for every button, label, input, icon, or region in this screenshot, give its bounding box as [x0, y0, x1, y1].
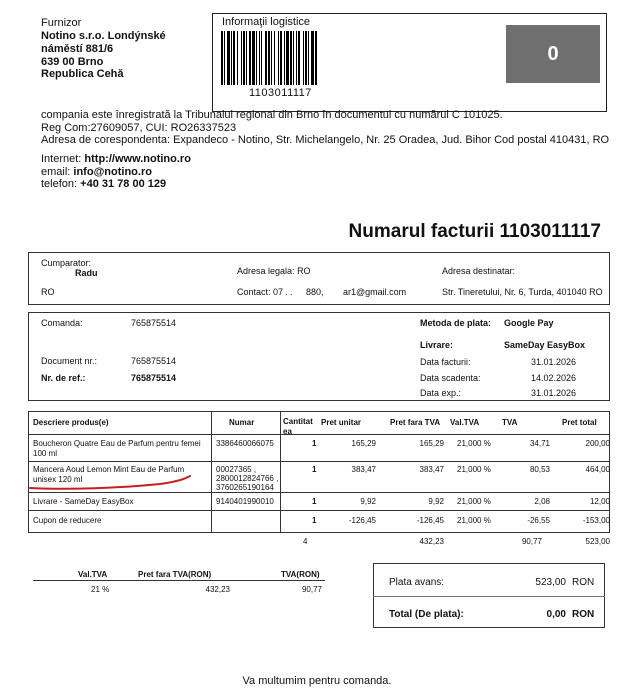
barcode-bar [315, 31, 317, 85]
contact-phone: Contact: 07 [237, 287, 284, 297]
vat-summary-novat: 432,23 [205, 585, 230, 594]
row-novat: 383,47 [419, 465, 444, 474]
barcode-bar [280, 31, 282, 85]
barcode-bar [237, 31, 238, 85]
delivery-label: Livrare: [420, 340, 454, 350]
row-desc-2: unisex 120 ml [33, 475, 83, 484]
row-desc: Livrare - SameDay EasyBox [33, 497, 134, 506]
barcode-bar [303, 31, 304, 85]
total-total: 523,00 [585, 537, 610, 546]
contact-phone-dots: . . [285, 287, 293, 297]
payment-value: Google Pay [504, 318, 554, 328]
barcode-bar [298, 31, 300, 85]
vat-summary-vat: 90,77 [301, 585, 322, 594]
company-registration: compania este înregistrată la Tribunalul regional din Brno în documentul cu numărul C 101025. [41, 109, 503, 121]
barcode-bar [233, 31, 235, 85]
barcode-bar [252, 31, 255, 85]
delivery-value: SameDay EasyBox [504, 340, 586, 350]
advance-currency: RON [572, 577, 595, 588]
phone-label: telefon: [41, 178, 78, 190]
invoice-date-value: 31.01.2026 [530, 357, 576, 367]
barcode-bar [268, 31, 270, 85]
barcode-bar [261, 31, 262, 85]
row-total: 12,00 [589, 497, 610, 506]
row-unit: 165,29 [351, 439, 376, 448]
supplier-label: Furnizor [41, 17, 82, 29]
logistics-count: 0 [506, 25, 600, 83]
company-address: Adresa de corespondenta: Expandeco - Notino, Str. Michelangelo, Nr. 25 Oradea, Jud. Bihor Cod postal 410431, RO [41, 134, 610, 146]
buyer-label: Cumparator: [41, 258, 92, 268]
barcode-bar [305, 31, 307, 85]
row-qty: 1 [312, 516, 317, 525]
row-vat: 80,53 [529, 465, 550, 474]
internet-link[interactable]: http://www.notino.ro [84, 153, 191, 165]
barcode-bar [274, 31, 275, 85]
row-desc: Cupon de reducere [33, 516, 102, 525]
total-due-value: 0,00 [546, 609, 566, 620]
barcode-bar [249, 31, 251, 85]
row-novat: -126,45 [416, 516, 444, 525]
doc-label: Document nr.: [41, 356, 98, 366]
row-qty: 1 [312, 465, 317, 474]
phone-row [41, 178, 166, 191]
dest-address-label: Adresa destinatar: [442, 266, 516, 276]
row-rate: 21,000 % [457, 439, 491, 448]
invoice-date-label: Data facturii: [420, 357, 471, 367]
row-rate: 21,000 % [457, 465, 491, 474]
doc-value: 765875514 [131, 356, 177, 366]
row-desc: Boucheron Quatre Eau de Parfum pentru femei [33, 439, 201, 448]
row-desc: Mancera Aoud Lemon Mint Eau de Parfum [33, 465, 185, 474]
row-unit: 9,92 [360, 497, 376, 506]
barcode-bar [241, 31, 242, 85]
supplier-name: Notino s.r.o. Londýnské [41, 30, 166, 42]
company-reg-codes: Reg Com:27609057, CUI: RO26337523 [41, 122, 237, 134]
row-number: 9140401990010 [216, 497, 274, 506]
buyer-country: RO [41, 287, 55, 297]
barcode-bar [246, 31, 247, 85]
total-due-currency: RON [572, 609, 595, 620]
payment-label: Metoda de plata: [420, 318, 492, 328]
row-total: 200,00 [585, 439, 610, 448]
row-novat: 9,92 [428, 497, 444, 506]
legal-address-label: Adresa legala: RO [237, 266, 311, 276]
row-rate: 21,000 % [457, 497, 491, 506]
barcode-image [221, 31, 351, 85]
legal-address-value: RO [297, 266, 311, 276]
exp-date-label: Data exp.: [420, 388, 462, 398]
advance-label: Plata avans: [389, 577, 445, 588]
invoice-title: Numarul facturii 1103011117 [348, 221, 601, 242]
barcode-bar [224, 31, 225, 85]
barcode-bar [221, 31, 223, 85]
contact-phone-end: 880, [306, 287, 324, 297]
total-vat: 90,77 [521, 537, 542, 546]
advance-value: 523,00 [535, 577, 566, 588]
barcode-bar [308, 31, 309, 85]
row-total: -153,00 [582, 516, 610, 525]
row-desc-2: 100 ml [33, 449, 58, 458]
barcode-number: 1103011117 [249, 87, 312, 99]
barcode-bar [231, 31, 232, 85]
col-vat: TVA [502, 418, 518, 427]
col-price-no-vat: Pret fara TVA [390, 418, 441, 427]
row-unit: 383,47 [351, 465, 376, 474]
row-number-3: 3760265190164 [216, 483, 274, 492]
row-number-2: 2800012824766 , [216, 474, 279, 483]
logistics-label: Informaţii logistice [222, 16, 311, 28]
row-total: 464,00 [585, 465, 610, 474]
vat-summary-rate-header: Val.TVA [78, 570, 108, 579]
row-vat: 2,08 [534, 497, 550, 506]
col-desc: Descriere produs(e) [33, 418, 109, 427]
supplier-country: Republica Cehă [41, 68, 124, 80]
supplier-city: 639 00 Brno [41, 56, 104, 68]
contact-email[interactable]: ar1@gmail.com [343, 287, 407, 297]
barcode-bar [290, 31, 292, 85]
vat-summary-rate: 21 % [91, 585, 110, 594]
due-date-label: Data scadenta: [420, 373, 481, 383]
exp-date-value: 31.01.2026 [530, 388, 576, 398]
vat-summary-novat-header: Pret fara TVA(RON) [138, 570, 212, 579]
row-novat: 165,29 [419, 439, 444, 448]
barcode-bar [256, 31, 257, 85]
barcode-bar [243, 31, 245, 85]
col-number: Numar [229, 418, 255, 427]
row-unit: -126,45 [348, 516, 376, 525]
barcode-bar [259, 31, 260, 85]
col-total: Pret total [562, 418, 597, 427]
vat-summary-vat-header: TVA(RON) [281, 570, 320, 579]
total-qty: 4 [303, 537, 308, 546]
row-qty: 1 [312, 497, 317, 506]
email-link[interactable]: info@notino.ro [73, 166, 152, 178]
barcode-bar [271, 31, 272, 85]
ref-value: 765875514 [131, 373, 177, 383]
thank-you-footer: Va multumim pentru comanda. [242, 675, 392, 687]
total-due-label: Total (De plata): [389, 609, 464, 620]
row-number: 3386460066075 [216, 439, 274, 448]
dest-address-value: Str. Tineretului, Nr. 6, Turda, 401040 RO [442, 287, 603, 297]
col-vat-rate: Val.TVA [450, 418, 480, 427]
barcode-bar [227, 31, 230, 85]
barcode-bar [284, 31, 285, 85]
due-date-value: 14.02.2026 [530, 373, 576, 383]
barcode-bar [311, 31, 314, 85]
barcode-bar [293, 31, 294, 85]
col-unit-price: Pret unitar [321, 418, 362, 427]
order-label: Comanda: [41, 318, 83, 328]
internet-label: Internet: [41, 153, 82, 165]
ref-label: Nr. de ref.: [41, 373, 86, 383]
supplier-street: náměstí 881/6 [41, 43, 114, 55]
row-number: 00027365 , [216, 465, 257, 474]
barcode-bar [286, 31, 289, 85]
order-value: 765875514 [131, 318, 177, 328]
row-vat: 34,71 [529, 439, 550, 448]
barcode-bar [265, 31, 267, 85]
phone-value: +40 31 78 00 129 [80, 178, 167, 190]
buyer-name: Radu [75, 268, 98, 278]
row-qty: 1 [312, 439, 317, 448]
barcode-bar [278, 31, 279, 85]
row-rate: 21,000 % [457, 516, 491, 525]
internet-row [41, 153, 191, 166]
email-label: email: [41, 166, 71, 178]
total-novat: 432,23 [419, 537, 444, 546]
row-vat: -26,55 [527, 516, 550, 525]
barcode-bar [296, 31, 297, 85]
col-qty: Cantitat ea [283, 417, 313, 436]
